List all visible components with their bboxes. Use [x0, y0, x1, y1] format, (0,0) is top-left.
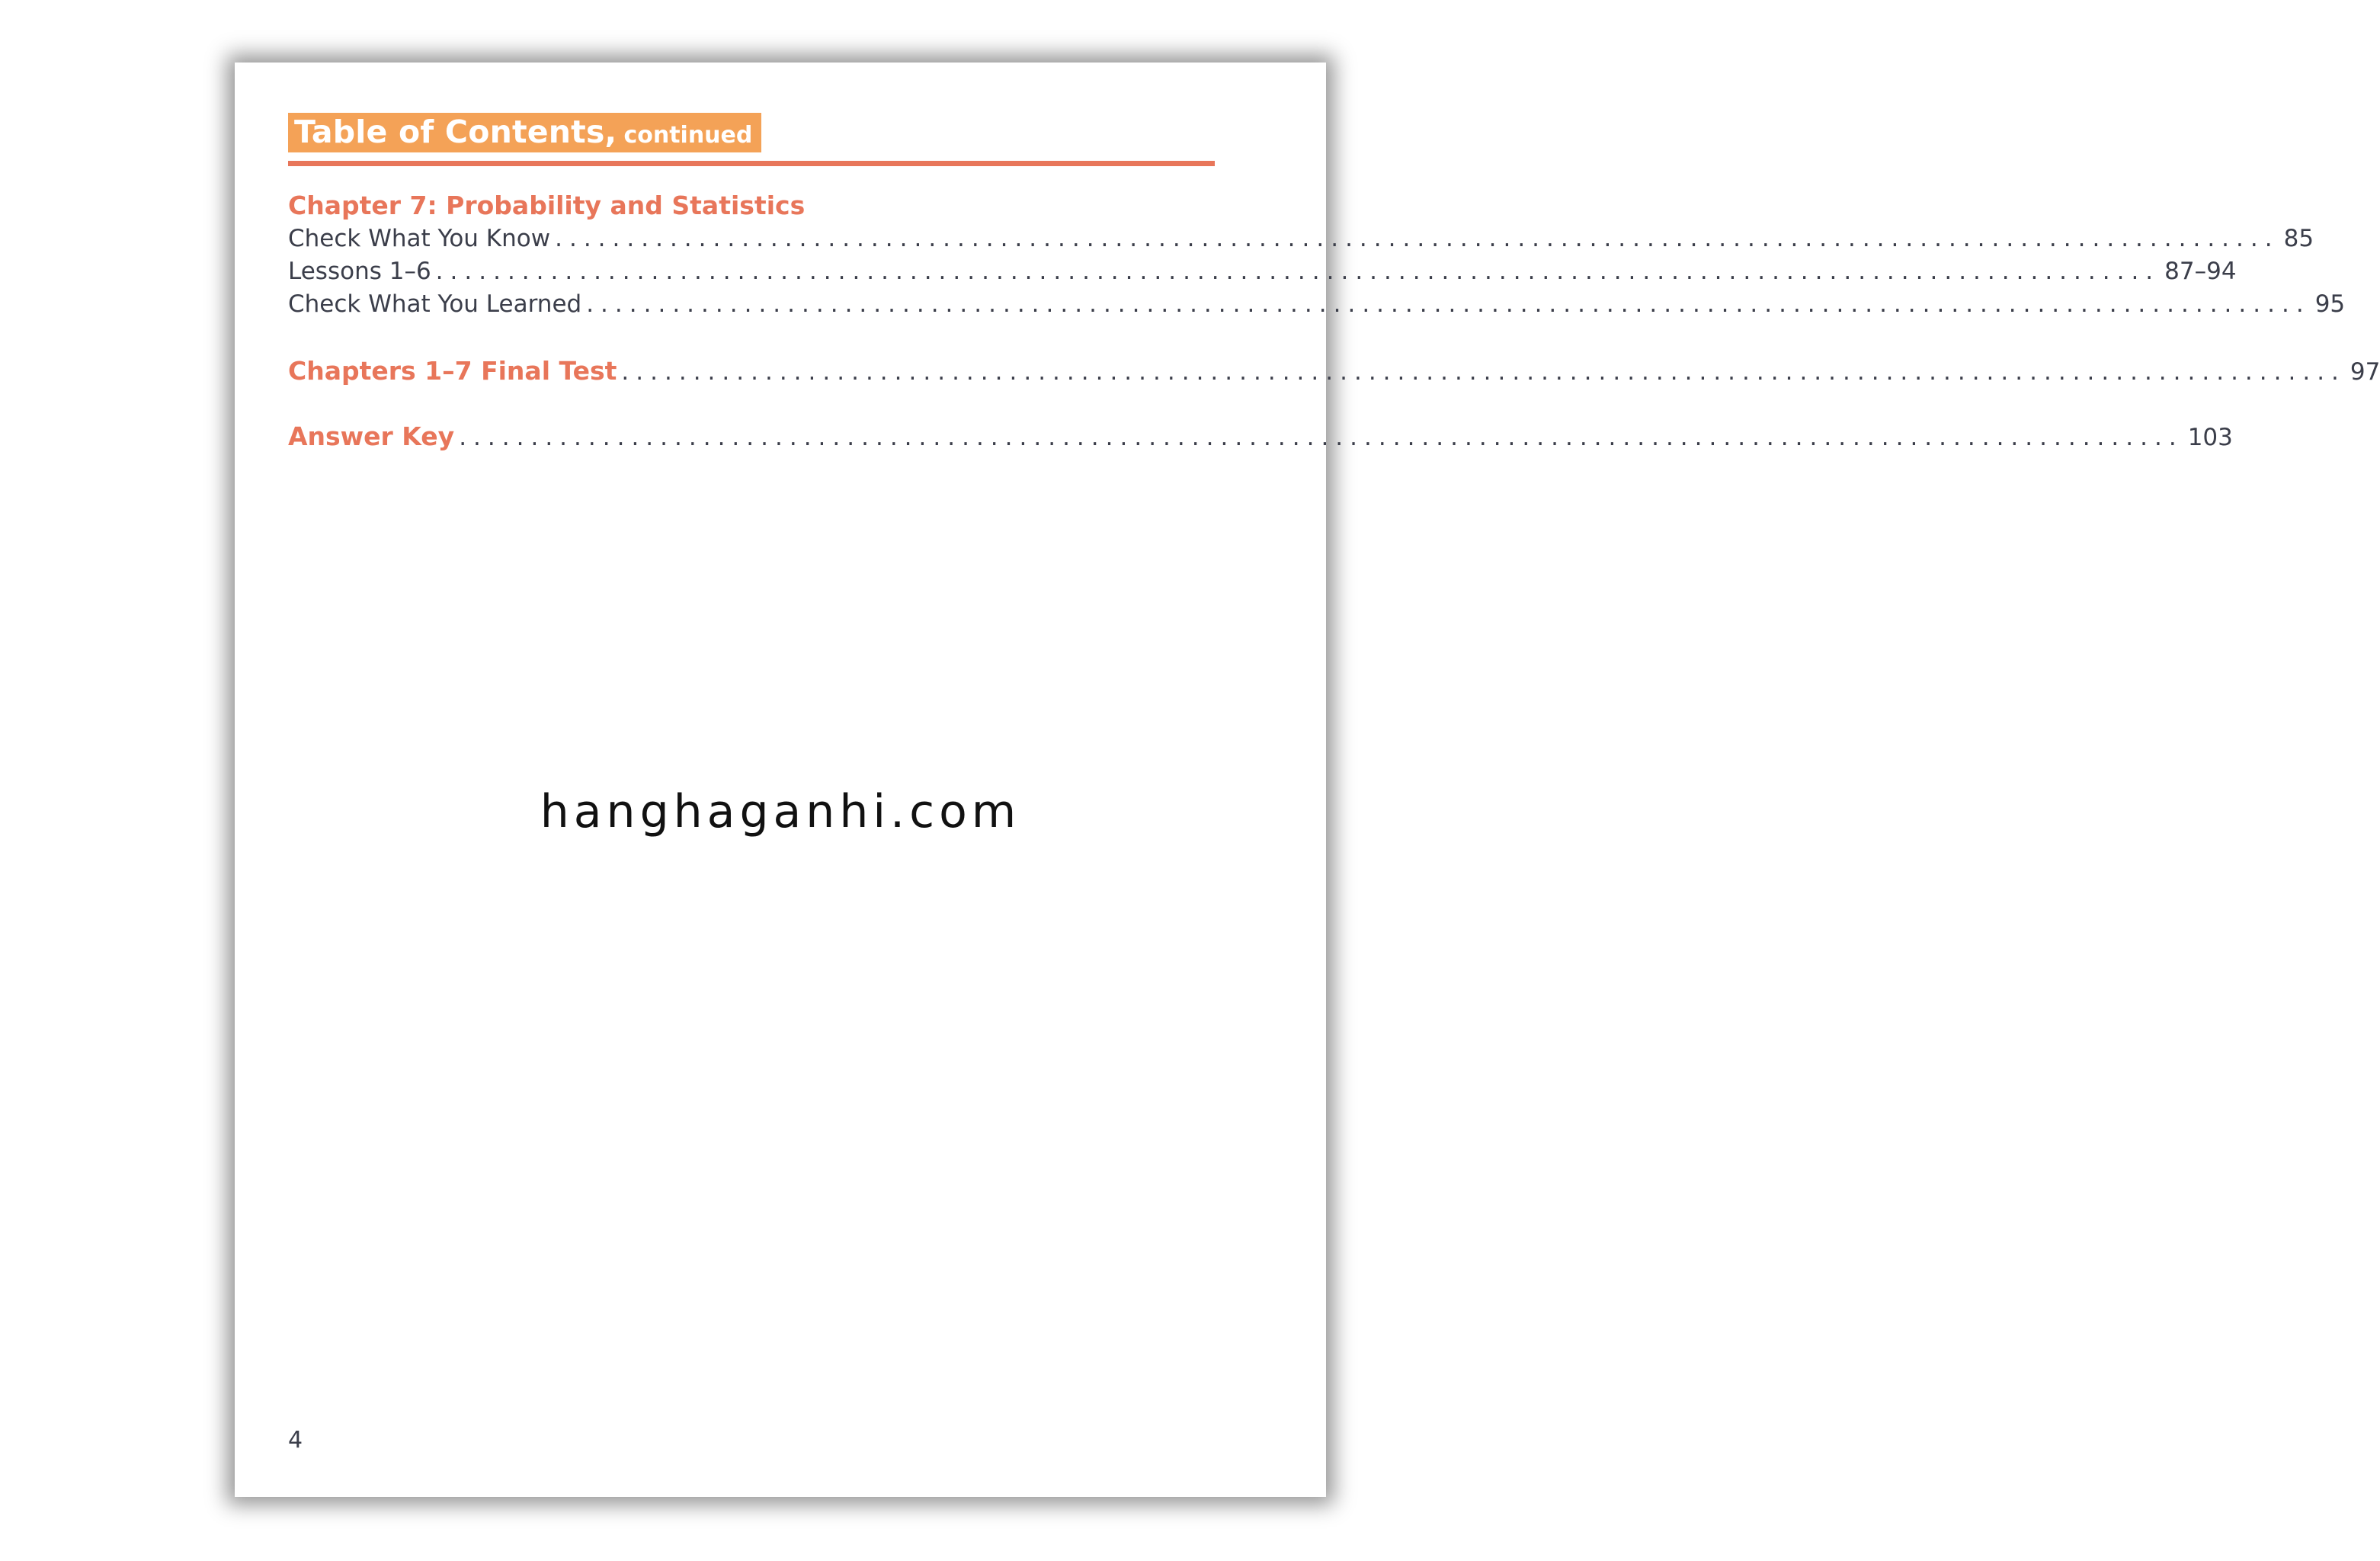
header-divider	[288, 161, 1215, 166]
final-test-page: 97	[2350, 358, 2380, 386]
table-of-contents	[288, 189, 2380, 453]
dot-leader: ........................................................................................................................	[459, 424, 2183, 451]
toc-entry	[288, 223, 2314, 255]
document-page	[235, 63, 2380, 1497]
toc-entry	[288, 255, 2237, 288]
toc-entry-page: 85	[2283, 225, 2314, 252]
dot-leader: ........................................................................................................................	[555, 225, 2279, 252]
page-subtitle: continued	[623, 122, 753, 149]
toc-entry-label: Check What You Learned	[288, 290, 582, 318]
toc-entry-label: Lessons 1–6	[288, 258, 431, 285]
answer-key-page: 103	[2187, 424, 2233, 451]
dot-leader: ........................................................................................................................	[586, 290, 2311, 318]
chapter-7-heading: Chapter 7: Probability and Statistics	[288, 191, 806, 220]
toc-entry-page: 87–94	[2164, 258, 2237, 285]
toc-entry	[288, 288, 2346, 321]
header-banner	[288, 113, 761, 152]
watermark-text: hanghaganhi.com	[540, 785, 1021, 838]
answer-key-label: Answer Key	[288, 422, 455, 451]
toc-entry-page: 95	[2314, 290, 2346, 318]
toc-entry-label: Check What You Know	[288, 225, 551, 252]
page-title: Table of Contents,	[294, 114, 617, 150]
dot-leader: ........................................................................................................................	[435, 258, 2161, 285]
final-test-label: Chapters 1–7 Final Test	[288, 356, 617, 386]
dot-leader: ........................................................................................................................	[621, 358, 2346, 386]
toc-answer-key	[288, 420, 2233, 453]
toc-header	[288, 113, 1215, 152]
toc-final-test	[288, 354, 2380, 387]
page-number: 4	[288, 1427, 303, 1454]
